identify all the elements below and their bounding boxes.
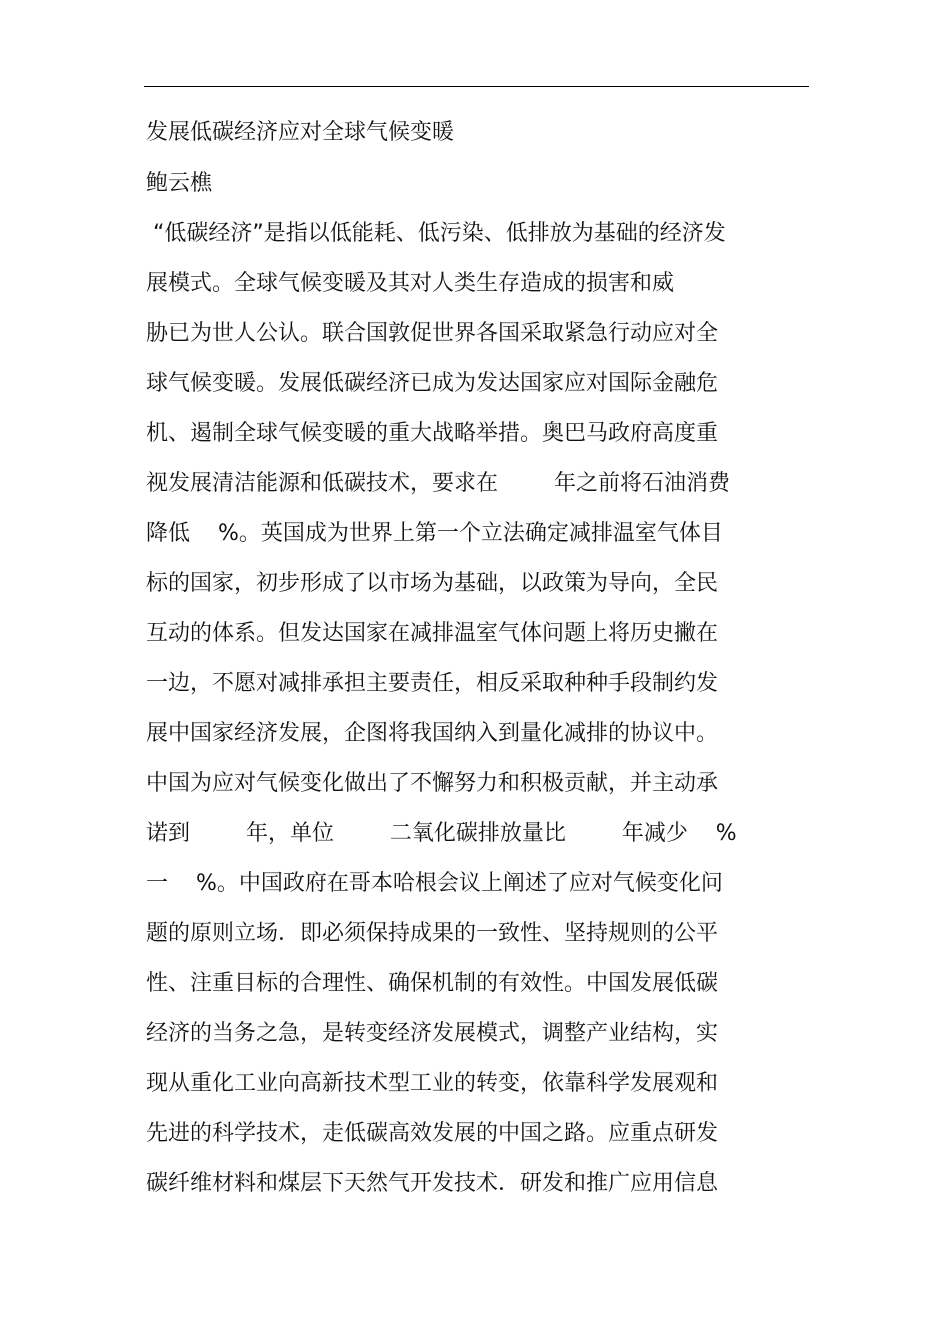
body-line: 性、注重目标的合理性、确保机制的有效性。中国发展低碳: [146, 971, 719, 996]
body-line: 降低 %。英国成为世界上第一个立法确定减排温室气体目: [146, 521, 723, 546]
article-title: 发展低碳经济应对全球气候变暖: [146, 120, 455, 145]
article-author: 鲍云樵: [146, 171, 213, 196]
body-line: 诺到 年，单位 二氧化碳排放量比 年减少 %: [146, 821, 737, 846]
body-line: 互动的体系。但发达国家在减排温室气体问题上将历史撇在: [146, 621, 719, 646]
body-line: 胁已为世人公认。联合国敦促世界各国采取紧急行动应对全: [146, 321, 719, 346]
body-line: 经济的当务之急，是转变经济发展模式，调整产业结构，实: [146, 1021, 719, 1046]
body-line: 一 %。中国政府在哥本哈根会议上阐述了应对气候变化问: [146, 871, 723, 896]
body-line: 中国为应对气候变化做出了不懈努力和积极贡献，并主动承: [146, 771, 719, 796]
body-line: 题的原则立场．即必须保持成果的一致性、坚持规则的公平: [146, 921, 719, 946]
body-line: 一边，不愿对减排承担主要责任，相反采取种种手段制约发: [146, 671, 719, 696]
body-line: 球气候变暖。发展低碳经济已成为发达国家应对国际金融危: [146, 371, 719, 396]
body-line: 视发展清洁能源和低碳技术，要求在 年之前将石油消费: [146, 471, 730, 496]
article-body: [146, 219, 816, 1219]
body-line: “低碳经济”是指以低能耗、低污染、低排放为基础的经济发: [146, 221, 726, 246]
header-rule: [144, 86, 809, 87]
body-line: 展模式。全球气候变暖及其对人类生存造成的损害和威: [146, 271, 675, 296]
body-line: 碳纤维材料和煤层下天然气开发技术．研发和推广应用信息: [146, 1171, 719, 1196]
body-line: 先进的科学技术，走低碳高效发展的中国之路。应重点研发: [146, 1121, 719, 1146]
body-line: 现从重化工业向高新技术型工业的转变，依靠科学发展观和: [146, 1071, 719, 1096]
body-line: 标的国家，初步形成了以市场为基础，以政策为导向，全民: [146, 571, 719, 596]
body-line: 展中国家经济发展，企图将我国纳入到量化减排的协议中。: [146, 721, 719, 746]
body-line: 机、遏制全球气候变暖的重大战略举措。奥巴马政府高度重: [146, 421, 719, 446]
